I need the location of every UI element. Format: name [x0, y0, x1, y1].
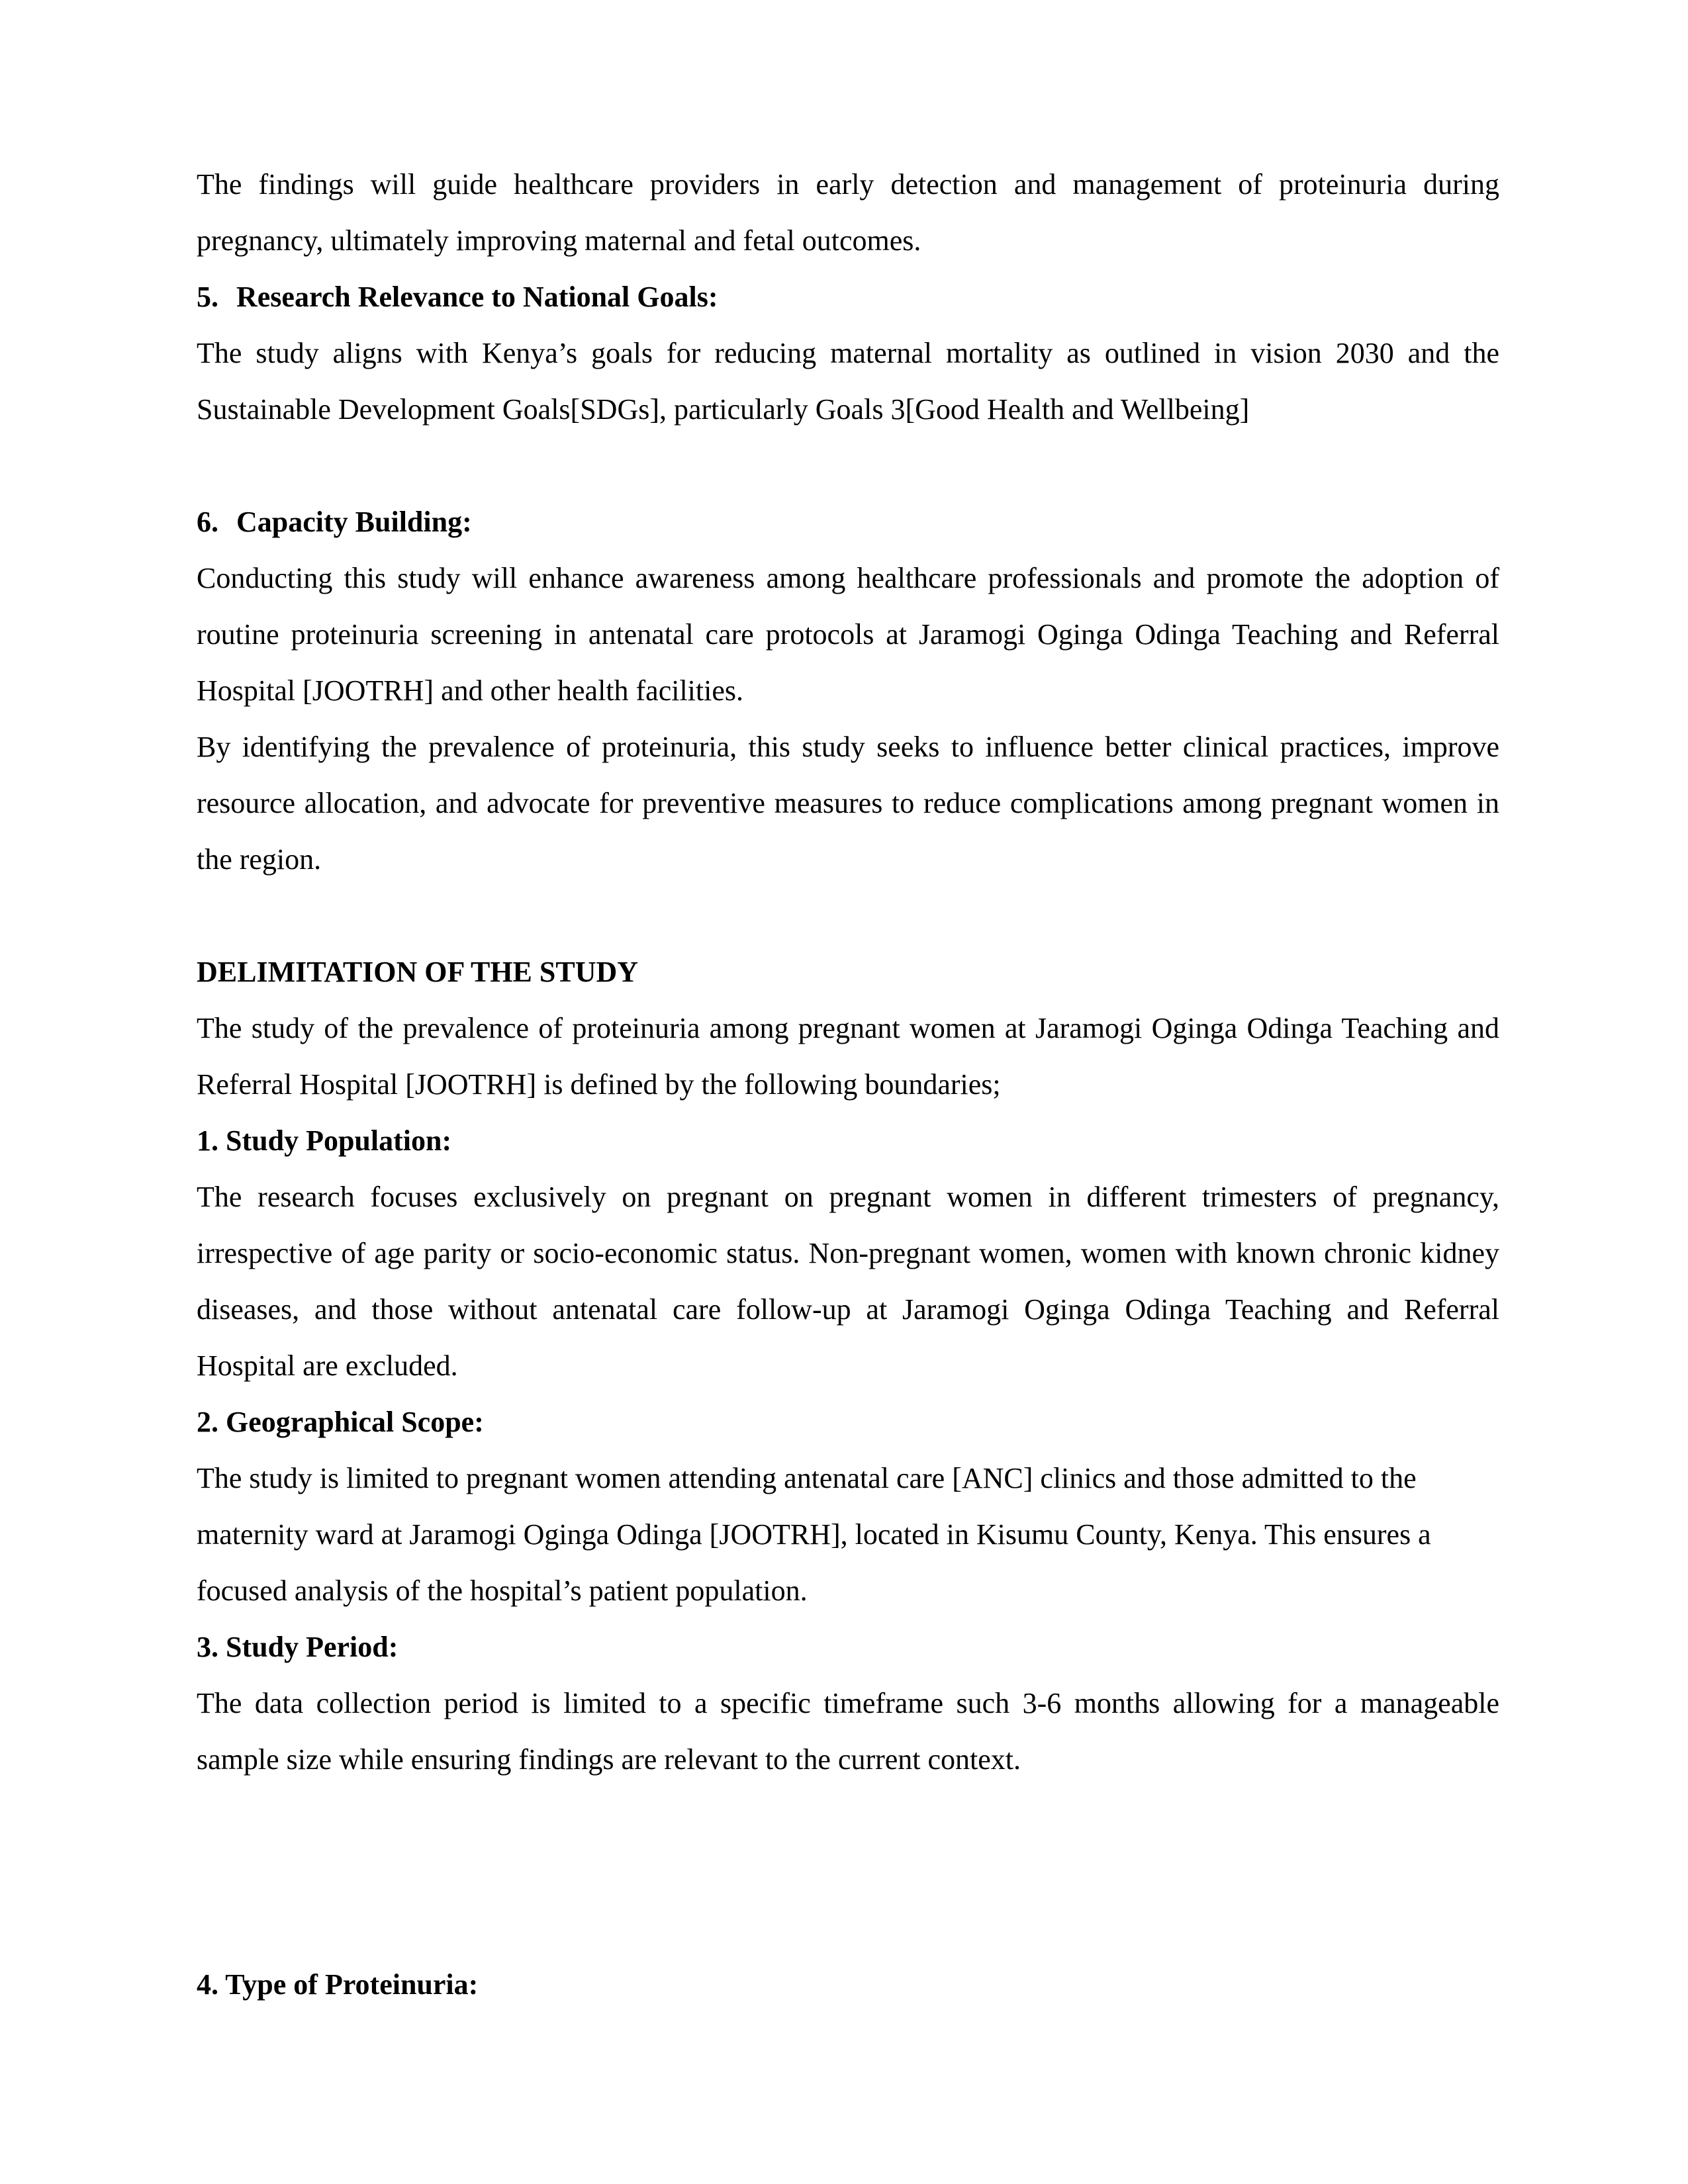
- section-spacer: [197, 887, 1499, 944]
- heading-capacity-building: [197, 494, 1499, 550]
- paragraph-influence-practices: By identifying the prevalence of proteinuria, this study seeks to influence better clinical practices, improve resource allocation, and advocate for preventive measures to reduce complications among pregnant women in the region.: [197, 731, 1499, 876]
- heading-number-6: 6.: [197, 506, 218, 538]
- paragraph-study-population: The research focuses exclusively on pregnant on pregnant women in different trimesters of pregnancy, irrespective of age parity or socio-economic status. Non-pregnant women, women with known chronic kidney diseases, and those without antenatal care follow-up at Jaramogi Oginga Odinga Teaching and Referral Hospital are excluded.: [197, 1181, 1499, 1382]
- paragraph-spacer: [197, 437, 1499, 494]
- heading-text-5: Research Relevance to National Goals:: [236, 281, 718, 313]
- heading-research-relevance: [197, 269, 1499, 325]
- paragraph-capacity-building: Conducting this study will enhance awareness among healthcare professionals and promote the adoption of routine proteinuria screening in antenatal care protocols at Jaramogi Oginga Odinga Teaching and Referral Hospital [JOOTRH] and other health facilities.: [197, 562, 1499, 707]
- paragraph-national-goals: The study aligns with Kenya’s goals for reducing maternal mortality as outlined in vision 2030 and the Sustainable Development Goals[SDGs], particularly Goals 3[Good Health and Wellbeing]: [197, 337, 1499, 426]
- heading-number-5: 5.: [197, 281, 218, 313]
- heading-study-period: 3. Study Period:: [197, 1631, 399, 1663]
- heading-study-population: 1. Study Population:: [197, 1124, 452, 1157]
- bottom-spacer: [197, 1788, 1499, 1956]
- heading-type-of-proteinuria: 4. Type of Proteinuria:: [197, 1968, 479, 2001]
- paragraph-study-period: The data collection period is limited to a specific timeframe such 3-6 months allowing for a manageable sample size while ensuring findings are relevant to the current context.: [197, 1687, 1499, 1776]
- intro-paragraph: The findings will guide healthcare providers in early detection and management of proteinuria during pregnancy, ultimately improving maternal and fetal outcomes.: [197, 168, 1499, 257]
- heading-geographical-scope: 2. Geographical Scope:: [197, 1406, 484, 1438]
- document-body: [197, 156, 1499, 2013]
- heading-text-6: Capacity Building:: [236, 506, 472, 538]
- paragraph-geographical-scope: The study is limited to pregnant women attending antenatal care [ANC] clinics and those admitted to the maternity ward at Jaramogi Oginga Odinga [JOOTRH], located in Kisumu County, Kenya. This ensures a focused analysis of the hospital’s patient population.: [197, 1462, 1431, 1607]
- paragraph-delimitation-intro: The study of the prevalence of proteinuria among pregnant women at Jaramogi Oginga Odinga Teaching and Referral Hospital [JOOTRH] is defined by the following boundaries;: [197, 1012, 1499, 1101]
- heading-delimitation-of-the-study: DELIMITATION OF THE STUDY: [197, 956, 639, 988]
